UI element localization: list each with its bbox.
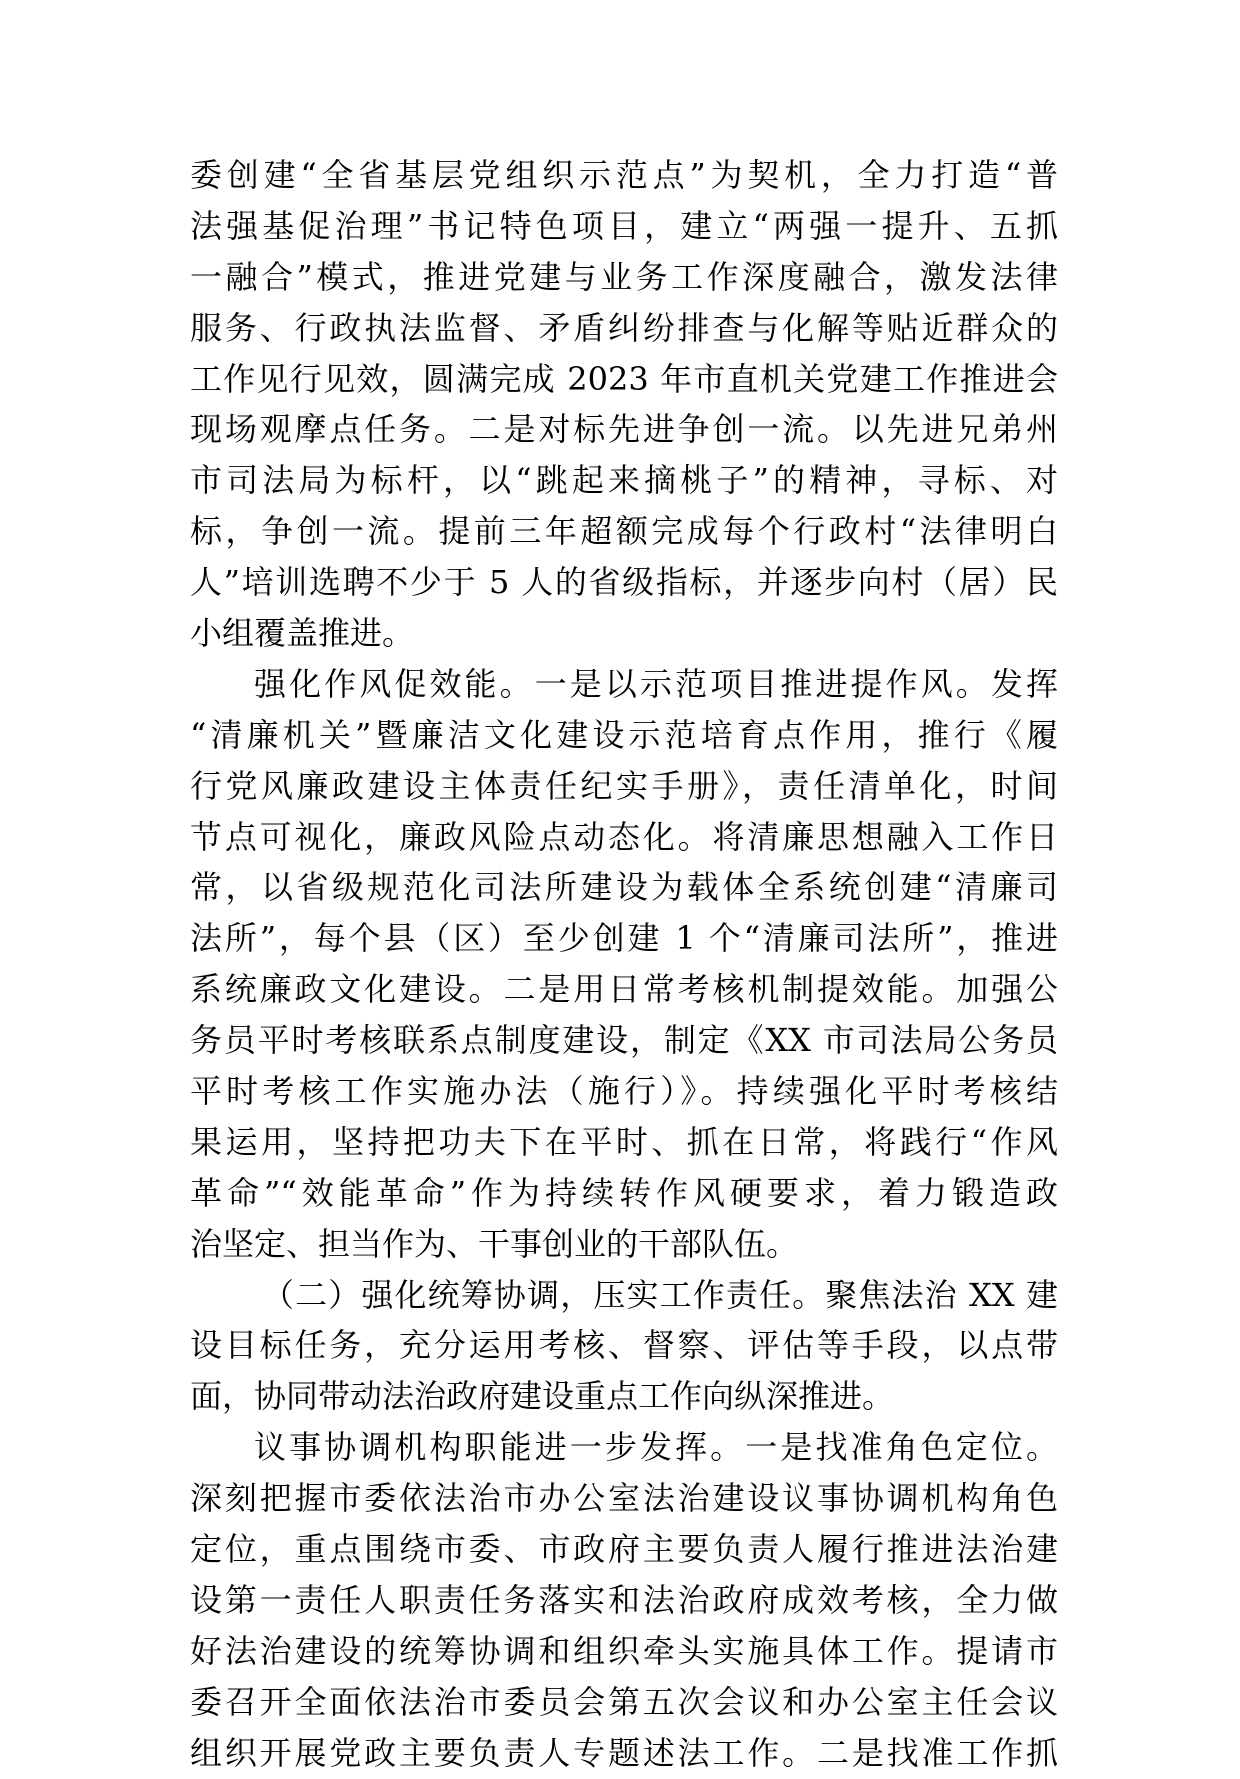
text-line: 定位，重点围绕市委、市政府主要负责人履行推进法治建 xyxy=(190,1530,1058,1569)
text-line: 现场观摩点任务。二是对标先进争创一流。以先进兄弟州 xyxy=(190,410,1058,449)
text-line: 平时考核工作实施办法（施行）》。持续强化平时考核结 xyxy=(190,1072,1058,1111)
section-heading-line: （二）强化统筹协调，压实工作责任。聚焦法治 XX 建 xyxy=(262,1275,1058,1314)
paragraph-start-line: 强化作风促效能。一是以示范项目推进提作风。发挥 xyxy=(254,664,1058,703)
text-line: 设目标任务，充分运用考核、督察、评估等手段，以点带 xyxy=(190,1326,1058,1365)
text-line: 设第一责任人职责任务落实和法治政府成效考核，全力做 xyxy=(190,1580,1058,1619)
text-line: “清廉机关”暨廉洁文化建设示范培育点作用，推行《履 xyxy=(190,715,1058,754)
paragraph-end-line: 小组覆盖推进。 xyxy=(190,614,415,653)
text-line: 服务、行政执法监督、矛盾纠纷排查与化解等贴近群众的 xyxy=(190,308,1058,347)
paragraph-end-line: 面，协同带动法治政府建设重点工作向纵深推进。 xyxy=(190,1377,895,1416)
text-line: 市司法局为标杆，以“跳起来摘桃子”的精神，寻标、对 xyxy=(190,461,1058,500)
text-line: 常，以省级规范化司法所建设为载体全系统创建“清廉司 xyxy=(190,868,1058,907)
text-line: 组织开展党政主要负责人专题述法工作。二是找准工作抓 xyxy=(190,1733,1058,1772)
text-line: 好法治建设的统筹协调和组织牵头实施具体工作。提请市 xyxy=(190,1631,1058,1670)
text-line: 委创建“全省基层党组织示范点”为契机，全力打造“普 xyxy=(190,156,1058,194)
text-line: 一融合”模式，推进党建与业务工作深度融合，激发法律 xyxy=(190,257,1058,296)
document-page xyxy=(190,150,1058,1779)
text-line: 法所”，每个县（区）至少创建 1 个“清廉司法所”，推进 xyxy=(190,919,1058,958)
text-line: 委召开全面依法治市委员会第五次会议和办公室主任会议 xyxy=(190,1682,1058,1721)
text-line: 工作见行见效，圆满完成 2023 年市直机关党建工作推进会 xyxy=(190,359,1058,398)
text-line: 务员平时考核联系点制度建设，制定《XX 市司法局公务员 xyxy=(190,1021,1058,1060)
text-line: 果运用，坚持把功夫下在平时、抓在日常，将践行“作风 xyxy=(190,1122,1058,1161)
text-line: 标，争创一流。提前三年超额完成每个行政村“法律明白 xyxy=(190,512,1058,551)
text-line: 行党风廉政建设主体责任纪实手册》，责任清单化，时间 xyxy=(190,766,1058,805)
text-line: 法强基促治理”书记特色项目，建立“两强一提升、五抓 xyxy=(190,206,1058,245)
text-line: 系统廉政文化建设。二是用日常考核机制提效能。加强公 xyxy=(190,970,1058,1009)
text-line: 人”培训选聘不少于 5 人的省级指标，并逐步向村（居）民 xyxy=(190,563,1058,602)
paragraph-end-line: 治坚定、担当作为、干事创业的干部队伍。 xyxy=(190,1224,799,1263)
text-line: 节点可视化，廉政风险点动态化。将清廉思想融入工作日 xyxy=(190,817,1058,856)
text-line: 革命”“效能革命”作为持续转作风硬要求，着力锻造政 xyxy=(190,1173,1058,1212)
text-line: 深刻把握市委依法治市办公室法治建设议事协调机构角色 xyxy=(190,1479,1058,1518)
paragraph-start-line: 议事协调机构职能进一步发挥。一是找准角色定位。 xyxy=(254,1428,1058,1467)
